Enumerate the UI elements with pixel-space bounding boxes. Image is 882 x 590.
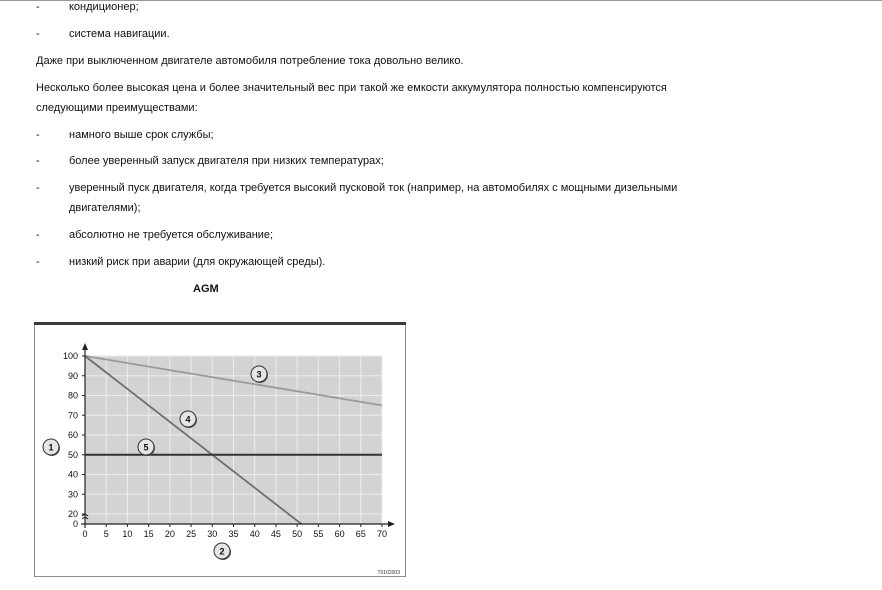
list-item-text: более уверенный запуск двигателя при низких температурах; [69, 155, 384, 167]
y-tick-label: 20 [67, 509, 78, 519]
list-item-text: система навигации. [69, 28, 170, 40]
x-tick-label: 35 [228, 529, 239, 539]
agm-chart [34, 322, 406, 577]
callout-x-axis [214, 543, 231, 560]
list-item-text: низкий риск при аварии (для окружающей среды). [69, 256, 326, 268]
callout-series-4 [180, 411, 197, 428]
x-tick-label: 45 [270, 529, 281, 539]
bullet-dash: - [36, 256, 40, 268]
bullet-dash: - [36, 182, 40, 194]
y-tick-label: 0 [72, 519, 78, 529]
bullet-dash: - [36, 28, 40, 40]
callout-y-axis [43, 439, 60, 456]
callout-number: 2 [219, 546, 225, 557]
x-tick-label: 25 [186, 529, 197, 539]
bullet-dash: - [36, 229, 40, 241]
paragraph-continuation: следующими преимуществами: [36, 102, 198, 114]
callout-series-3 [251, 366, 268, 383]
agm-chart-figure [34, 322, 406, 577]
x-tick-label: 0 [82, 529, 88, 539]
bullet-dash: - [36, 1, 40, 13]
list-item-continuation: двигателями); [69, 202, 141, 214]
figure-code: T0102003 [377, 570, 400, 576]
x-tick-label: 30 [207, 529, 218, 539]
y-tick-label: 60 [67, 430, 78, 440]
paragraph: Несколько более высокая цена и более значительный вес при такой же емкости аккумулятора полностью компенсируются [36, 82, 667, 94]
x-tick-label: 65 [355, 529, 366, 539]
bullet-dash: - [36, 155, 40, 167]
y-tick-label: 30 [67, 489, 78, 500]
x-tick-label: 5 [103, 529, 109, 539]
callout-series-5 [138, 439, 155, 456]
y-tick-label: 50 [67, 449, 78, 460]
bullet-dash: - [36, 129, 40, 141]
x-tick-label: 55 [313, 529, 324, 539]
list-item-text: кондиционер; [69, 1, 139, 13]
figure-label: AGM [193, 283, 219, 295]
paragraph: Даже при выключенном двигателе автомобиля потребление тока довольно велико. [36, 55, 464, 67]
callout-number: 1 [48, 442, 54, 453]
list-item-text: абсолютно не требуется обслуживание; [69, 229, 274, 241]
list-item-text: уверенный пуск двигателя, когда требуется высокий пусковой ток (например, на автомобилях с мощными дизельными [69, 182, 678, 194]
x-tick-label: 50 [292, 529, 303, 539]
x-tick-label: 70 [376, 529, 388, 539]
callout-number: 4 [185, 414, 191, 425]
y-tick-label: 70 [67, 410, 78, 421]
y-tick-label: 40 [67, 469, 78, 480]
y-tick-label: 80 [67, 390, 78, 401]
x-tick-label: 60 [334, 529, 345, 539]
x-tick-label: 10 [122, 529, 133, 539]
x-tick-label: 15 [143, 529, 154, 539]
x-tick-label: 40 [249, 529, 260, 539]
callout-number: 5 [143, 442, 149, 453]
callout-number: 3 [256, 369, 262, 380]
y-tick-label: 90 [67, 370, 78, 381]
x-tick-label: 20 [164, 529, 175, 539]
y-tick-label: 100 [62, 351, 78, 361]
list-item-text: намного выше срок службы; [69, 129, 214, 141]
